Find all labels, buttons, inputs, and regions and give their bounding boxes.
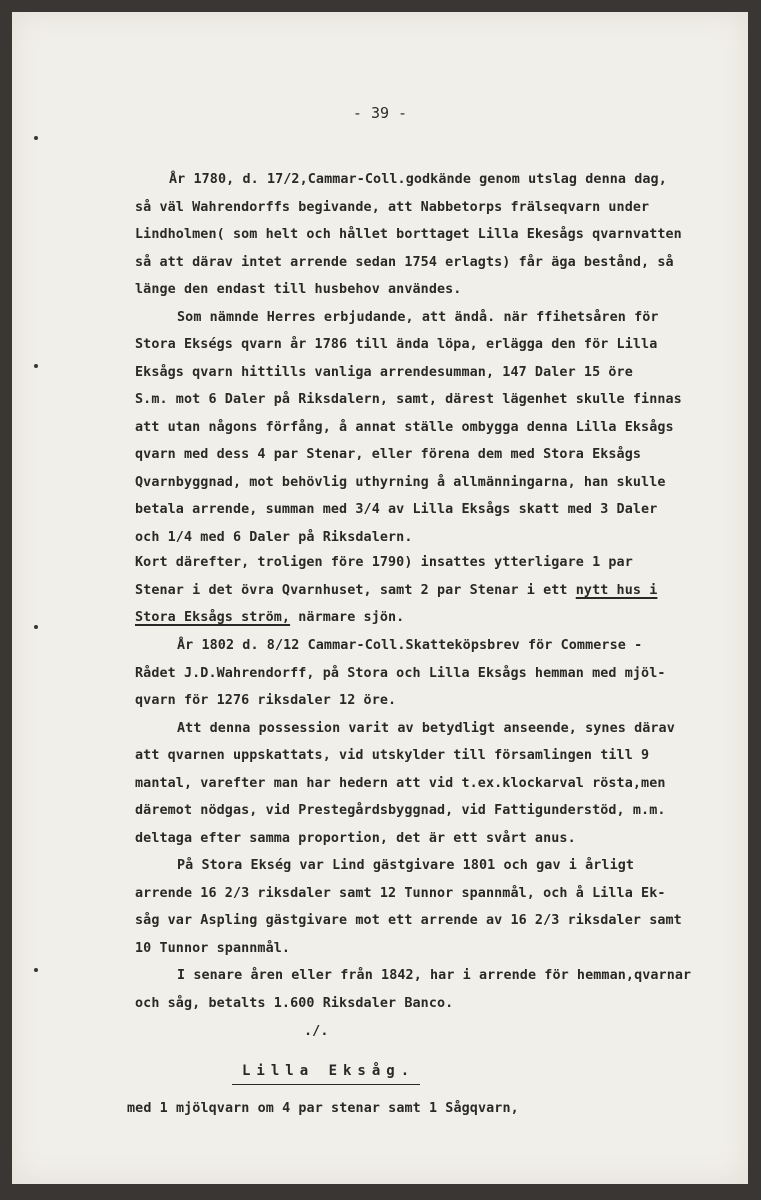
- text-line: [135, 476, 666, 489]
- text-line: [135, 256, 674, 269]
- line-text: Qvarnbyggnad, mot behövlig uthyrning å allmänningarna, han skulle: [135, 475, 666, 490]
- line-text: så väl Wahrendorffs begivande, att Nabbetorps frälseqvarn under: [135, 200, 650, 215]
- text-line: [135, 556, 633, 569]
- text-line: [135, 749, 649, 762]
- line-text: Eksågs qvarn hittills vanliga arrendesumman, 147 Daler 15 öre: [135, 365, 633, 380]
- text-line: [135, 366, 633, 379]
- punch-hole: [34, 625, 38, 629]
- line-text: arrende 16 2/3 riksdaler samt 12 Tunnor spannmål, och å Lilla Ek-: [135, 886, 666, 901]
- line-text: År 1780, d. 17/2,Cammar-Coll.godkände genom utslag denna dag,: [169, 172, 667, 187]
- line-text: qvarn med dess 4 par Stenar, eller förena dem med Stora Eksågs: [135, 447, 642, 462]
- line-text: däremot nödgas, vid Prestegårdsbyggnad, vid Fattigunderstöd, m.m.: [135, 803, 666, 818]
- text-line: [135, 448, 641, 461]
- line-text: att utan någons förfång, å annat ställe ombygga denna Lilla Eksågs: [135, 420, 674, 435]
- text-line: [135, 667, 666, 680]
- line-text: Stenar i det övra Qvarnhuset, samt 2 par Stenar i ett: [135, 583, 576, 598]
- page-number: - 39 -: [352, 104, 408, 122]
- underlined-text: Stora Eksågs ström,: [135, 610, 291, 625]
- text-line: [135, 997, 453, 1010]
- text-line: [304, 1025, 329, 1038]
- line-text: På Stora Ekség var Lind gästgivare 1801 och gav i årligt: [177, 858, 635, 873]
- line-text: såg var Aspling gästgivare mot ett arrende av 16 2/3 riksdaler samt: [135, 913, 682, 928]
- text-line: [177, 311, 659, 324]
- line-text: mantal, varefter man har hedern att vid t.ex.klockarval rösta,men: [135, 776, 666, 791]
- text-line: [135, 914, 682, 927]
- text-line: [135, 832, 576, 845]
- line-text: länge den endast till husbehov användes.: [135, 282, 462, 297]
- punch-hole: [34, 968, 38, 972]
- line-text: Att denna possession varit av betydligt anseende, synes därav: [177, 721, 675, 736]
- text-line: [177, 859, 634, 872]
- text-line: [135, 228, 682, 241]
- line-text: och 1/4 med 6 Daler på Riksdalern.: [135, 530, 413, 545]
- line-text: så att därav intet arrende sedan 1754 erlagts) får äga bestånd, så: [135, 255, 674, 270]
- text-line: [135, 393, 682, 406]
- text-line: [135, 338, 657, 351]
- text-line: [135, 531, 413, 544]
- text-line: [135, 804, 666, 817]
- line-text: att qvarnen uppskattats, vid utskylder till församlingen till 9: [135, 748, 650, 763]
- line-text: Som nämnde Herres erbjudande, att ändå. när ffihetsåren för: [177, 310, 659, 325]
- line-text: Lindholmen( som helt och hållet borttaget Lilla Ekesågs qvarnvatten: [135, 227, 682, 242]
- text-line: [135, 942, 290, 955]
- heading-underline: [232, 1084, 420, 1085]
- line-text: Kort därefter, troligen före 1790) insattes ytterligare 1 par: [135, 555, 633, 570]
- underlined-text: nytt hus i: [575, 583, 658, 598]
- text-line: [177, 722, 675, 735]
- line-text: betala arrende, summan med 3/4 av Lilla Eksågs skatt med 3 Daler: [135, 502, 658, 517]
- line-text-after: närmare sjön.: [290, 610, 405, 625]
- line-text: och såg, betalts 1.600 Riksdaler Banco.: [135, 996, 454, 1011]
- line-text: Rådet J.D.Wahrendorff, på Stora och Lilla Eksågs hemman med mjöl-: [135, 666, 666, 681]
- text-line: [177, 639, 642, 652]
- line-text: S.m. mot 6 Daler på Riksdalern, samt, därest lägenhet skulle finnas: [135, 392, 682, 407]
- punch-hole: [34, 136, 38, 140]
- text-line: [135, 201, 649, 214]
- text-line: [135, 777, 666, 790]
- line-text: qvarn för 1276 riksdaler 12 öre.: [135, 693, 397, 708]
- closing-line: med 1 mjölqvarn om 4 par stenar samt 1 Sågqvarn,: [127, 1101, 519, 1116]
- text-line: [169, 173, 667, 186]
- text-line: [135, 503, 657, 516]
- line-text: Stora Ekségs qvarn år 1786 till ända löpa, erlägga den för Lilla: [135, 337, 658, 352]
- text-line: [135, 421, 674, 434]
- section-heading: Lilla Eksåg.: [242, 1063, 416, 1079]
- line-text: I senare åren eller från 1842, har i arrende för hemman,qvarnar: [177, 968, 692, 983]
- text-line: [135, 283, 461, 296]
- line-text: ./.: [304, 1024, 329, 1039]
- text-line: [135, 611, 404, 624]
- punch-hole: [34, 364, 38, 368]
- line-text: deltaga efter samma proportion, det är ett svårt anus.: [135, 831, 576, 846]
- text-line: [135, 694, 396, 707]
- text-line: [135, 887, 666, 900]
- document-page: [12, 12, 748, 1184]
- text-line: [177, 969, 691, 982]
- line-text: 10 Tunnor spannmål.: [135, 941, 291, 956]
- line-text: År 1802 d. 8/12 Cammar-Coll.Skatteköpsbrev för Commerse -: [177, 638, 643, 653]
- text-line: [135, 584, 657, 597]
